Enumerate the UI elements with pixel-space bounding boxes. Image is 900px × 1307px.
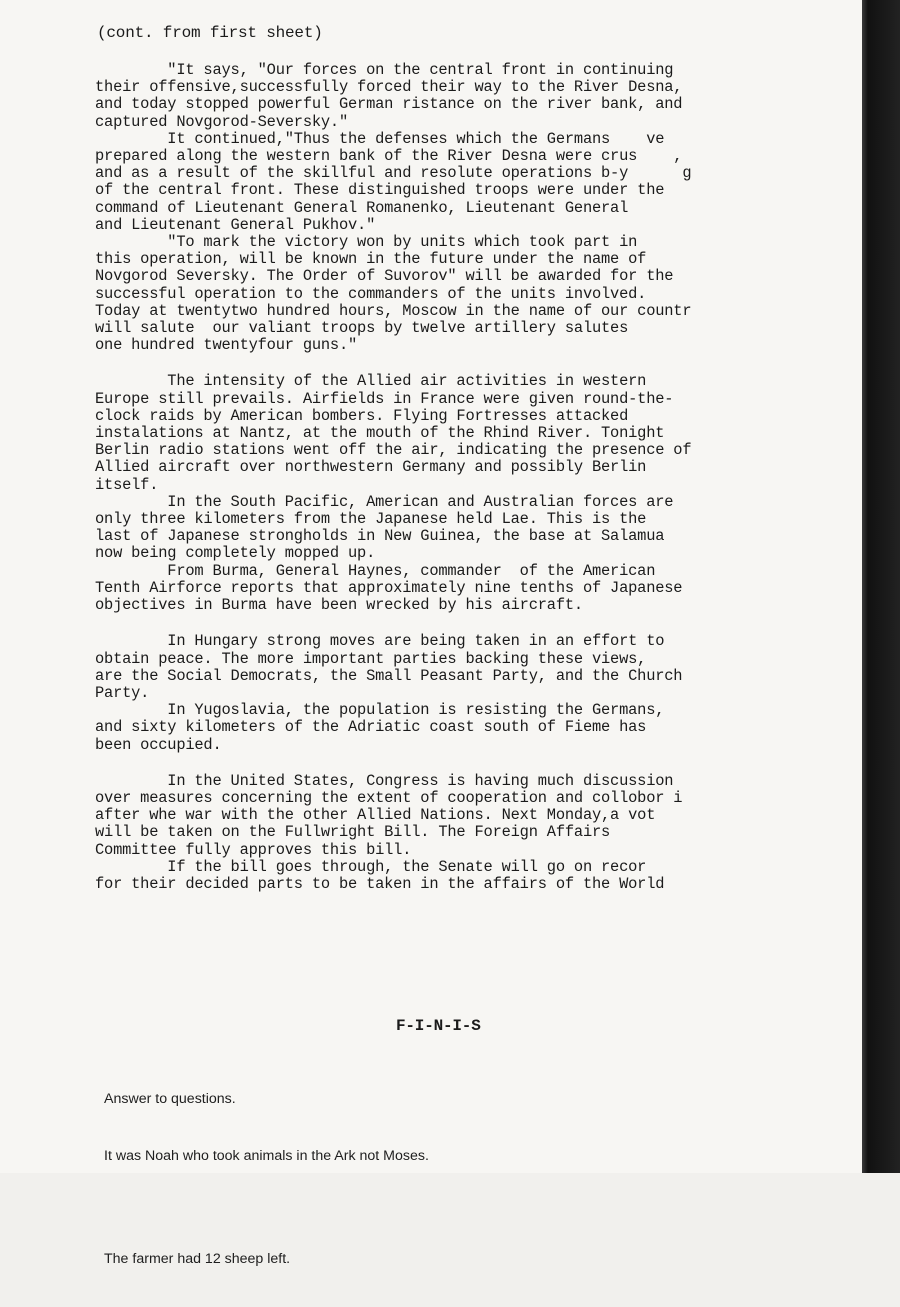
text-line: Party. — [95, 683, 150, 702]
text-line: In Hungary strong moves are being taken in an effort to — [95, 632, 665, 651]
paragraph — [95, 859, 691, 893]
text-line: command of Lieutenant General Romanenko, Lieutenant General — [95, 198, 629, 217]
text-line: of the central front. These distinguished troops were under the — [95, 181, 665, 200]
notes-answer-noah: It was Noah who took animals in the Ark not Moses. — [104, 1148, 429, 1164]
text-line: If the bill goes through, the Senate will go on recor — [95, 857, 647, 876]
text-line: are the Social Democrats, the Small Peasant Party, and the Church — [95, 666, 683, 685]
text-line: obtain peace. The more important parties backing these views, — [95, 649, 647, 668]
text-line: Berlin radio stations went off the air, indicating the presence of — [95, 441, 692, 460]
text-line: one hundred twentyfour guns." — [95, 336, 358, 355]
text-line: "To mark the victory won by units which took part in — [95, 233, 638, 252]
paragraph — [95, 373, 691, 493]
paragraph — [95, 563, 691, 615]
text-line: It continued,"Thus the defenses which the Germans ve — [95, 129, 665, 148]
paragraph — [95, 131, 691, 234]
text-line: clock raids by American bombers. Flying Fortresses attacked — [95, 406, 629, 425]
notes-answer-sheep: The farmer had 12 sheep left. — [104, 1251, 291, 1267]
text-line: after whe war with the other Allied Nations. Next Monday,a vot — [95, 806, 656, 825]
text-line: prepared along the western bank of the River Desna were crus , — [95, 147, 683, 166]
text-line: and Lieutenant General Pukhov." — [95, 215, 376, 234]
text-line: Allied aircraft over northwestern Germany and possibly Berlin — [95, 458, 647, 477]
text-line: been occupied. — [95, 735, 222, 754]
text-line: and today stopped powerful German ristance on the river bank, and — [95, 95, 683, 114]
paragraph — [95, 773, 691, 859]
text-line: successful operation to the commanders of the units involved. — [95, 284, 647, 303]
text-line: "It says, "Our forces on the central front in continuing — [95, 61, 674, 79]
text-line: itself. — [95, 475, 159, 494]
text-line: Tenth Airforce reports that approximately nine tenths of Japanese — [95, 578, 683, 597]
finis-marker: F-I-N-I-S — [396, 1017, 481, 1035]
notes-heading: Answer to questions. — [104, 1091, 236, 1107]
text-line: for their decided parts to be taken in the affairs of the World — [95, 874, 665, 893]
text-line: will be taken on the Fullwright Bill. The Foreign Affairs — [95, 823, 611, 842]
text-line: Committee fully approves this bill. — [95, 840, 412, 859]
news-body — [95, 62, 691, 893]
text-line: last of Japanese strongholds in New Guinea, the base at Salamua — [95, 527, 665, 546]
text-line: In Yugoslavia, the population is resisting the Germans, — [95, 701, 665, 720]
paragraph — [95, 494, 691, 563]
text-line: and as a result of the skillful and resolute operations b-y g — [95, 164, 692, 183]
answer-notes — [104, 1052, 429, 1307]
paragraph — [95, 62, 691, 131]
text-line: and sixty kilometers of the Adriatic coast south of Fieme has — [95, 718, 647, 737]
text-line: only three kilometers from the Japanese held Lae. This is the — [95, 510, 647, 529]
text-line: In the United States, Congress is having much discussion — [95, 771, 674, 790]
paragraph — [95, 234, 691, 354]
scan-edge — [862, 0, 900, 1173]
text-line: captured Novgorod-Seversky." — [95, 112, 349, 131]
text-line: their offensive,successfully forced their way to the River Desna, — [95, 78, 683, 97]
text-line: over measures concerning the extent of cooperation and collobor i — [95, 788, 683, 807]
text-line: this operation, will be known in the future under the name of — [95, 250, 647, 269]
text-line: Today at twentytwo hundred hours, Moscow in the name of our countr — [95, 301, 692, 320]
text-line: Europe still prevails. Airfields in France were given round-the- — [95, 389, 674, 408]
text-line: The intensity of the Allied air activities in western — [95, 372, 647, 391]
text-line: now being completely mopped up. — [95, 544, 376, 563]
text-line: In the South Pacific, American and Australian forces are — [95, 492, 674, 511]
paragraph — [95, 702, 691, 754]
text-line: instalations at Nantz, at the mouth of the Rhind River. Tonight — [95, 424, 665, 443]
text-line: Novgorod Seversky. The Order of Suvorov" will be awarded for the — [95, 267, 674, 286]
text-line: objectives in Burma have been wrecked by his aircraft. — [95, 596, 583, 615]
paragraph — [95, 633, 691, 702]
continuation-header: (cont. from first sheet) — [97, 24, 323, 42]
text-line: From Burma, General Haynes, commander of the American — [95, 561, 656, 580]
text-line: will salute our valiant troops by twelve artillery salutes — [95, 319, 629, 338]
